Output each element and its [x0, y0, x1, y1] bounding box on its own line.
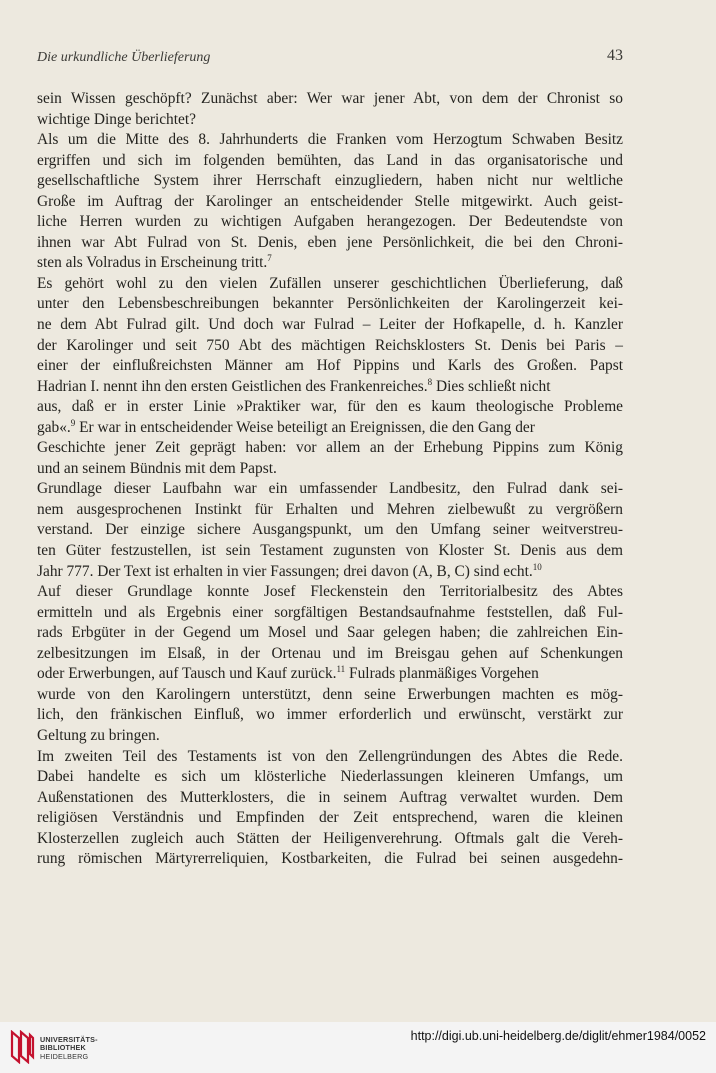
running-head	[37, 47, 623, 66]
text-line	[37, 171, 623, 192]
line-text: Jahr 777. Der Text ist erhalten in vier Fassungen; drei davon (A, B, C) sind echt.	[37, 562, 533, 580]
line-text: Im zweiten Teil des Testaments ist von den Zellengründungen des Abtes die Rede.	[37, 747, 623, 765]
text-line	[37, 212, 623, 233]
line-text-continued: Fulrads planmäßiges Vorgehen	[345, 665, 539, 683]
footnote-marker[interactable]: 10	[532, 561, 542, 572]
line-text: nem ausgesprochenen Instinkt für Erhalten und Mehren zielbewußt zu vergrößern	[37, 500, 623, 518]
text-line	[37, 623, 623, 644]
line-text-continued: Er war in entscheidender Weise beteiligt an Ereignissen, die den Gang der	[75, 418, 535, 436]
line-text: Große im Auftrag der Karolinger an entscheidender Stelle mitgewirkt. Auch geist-	[37, 192, 623, 210]
line-text: Hadrian I. nennt ihn den ersten Geistlichen des Frankenreiches.	[37, 377, 428, 395]
line-text: sten als Volradus in Erscheinung tritt.	[37, 254, 268, 272]
line-text: ihnen war Abt Fulrad von St. Denis, eben jene Persönlichkeit, die bei den Chroni-	[37, 233, 623, 251]
text-line	[37, 747, 623, 768]
line-text-continued: Dies schließt nicht	[432, 377, 551, 395]
line-text: rung römischen Märtyrerreliquien, Kostbarkeiten, die Fulrad bei seinen ausgedehn-	[37, 850, 623, 868]
text-line	[37, 233, 623, 254]
text-line	[37, 192, 623, 213]
text-line	[37, 397, 623, 418]
line-text: ergriffen und sich im folgenden bemühten, das Land in das organisatorische und	[37, 151, 623, 169]
text-line	[37, 767, 623, 788]
line-text: Es gehört wohl zu den vielen Zufällen unserer geschichtlichen Überlieferung, daß	[37, 274, 623, 292]
footnote-marker[interactable]: 7	[267, 253, 272, 264]
page-number: 43	[607, 47, 623, 64]
line-text: ne dem Abt Fulrad gilt. Und doch war Fulrad – Leiter der Hofkapelle, d. h. Kanzler	[37, 316, 623, 334]
library-name-line2: BIBLIOTHEK	[40, 1043, 86, 1053]
text-line	[37, 726, 623, 747]
text-line	[37, 829, 623, 850]
text-line	[37, 562, 623, 583]
text-line	[37, 603, 623, 624]
line-text: lich, den fränkischen Einfluß, wo immer erforderlich und erwünscht, verstärkt zur	[37, 706, 623, 724]
line-text: gesellschaftliche System ihrer Herrschaft einzugliedern, haben nicht nur weltliche	[37, 172, 623, 190]
heidelberg-library-logo-icon[interactable]	[9, 1030, 35, 1064]
line-text: zelbesitzungen im Elsaß, in der Ortenau und im Breisgau gehen auf Schenkungen	[37, 644, 623, 662]
line-text: der Karolinger und seit 750 Abt des mächtigen Reichsklosters St. Denis bei Paris –	[37, 336, 623, 354]
line-text: sein Wissen geschöpft? Zunächst aber: Wer war jener Abt, von dem der Chronist so	[37, 90, 623, 107]
line-text: liche Herren wurden zu wichtigen Aufgaben herangezogen. Der Bedeutendste von	[37, 213, 623, 231]
text-line	[37, 582, 623, 603]
text-line	[37, 89, 623, 110]
text-line	[37, 294, 623, 315]
text-line	[37, 377, 623, 398]
line-text: Dabei handelte es sich um klösterliche Niederlassungen kleineren Umfangs, um	[37, 768, 623, 786]
text-line	[37, 664, 623, 685]
library-name	[40, 1036, 98, 1061]
line-text: Grundlage dieser Laufbahn war ein umfassender Landbesitz, den Fulrad dank sei-	[37, 480, 623, 498]
text-line	[37, 705, 623, 726]
paragraph	[37, 130, 623, 274]
line-text: aus, daß er in erster Linie »Praktiker war, für den es kaum theologische Probleme	[37, 398, 623, 416]
text-line	[37, 151, 623, 172]
paragraph	[37, 747, 623, 870]
line-text: rads Erbgüter in der Gegend um Mosel und Saar gelegen haben; die zahlreichen Ein-	[37, 624, 623, 642]
line-text: unter den Lebensbeschreibungen bekannter Persönlichkeiten der Karolingerzeit kei-	[37, 295, 623, 313]
running-title: Die urkundliche Überlieferung	[37, 50, 211, 65]
text-line	[37, 685, 623, 706]
footnote-marker[interactable]: 11	[336, 664, 346, 675]
footnote-marker[interactable]: 8	[427, 376, 433, 387]
text-line	[37, 520, 623, 541]
line-text: ten Güter festzustellen, ist sein Testament zugunsten von Kloster St. Denis aus dem	[37, 542, 623, 560]
library-name-line1: UNIVERSITÄTS-	[40, 1035, 98, 1044]
text-line	[37, 788, 623, 809]
text-line	[37, 274, 623, 295]
paragraph	[37, 274, 623, 479]
text-line	[37, 541, 623, 562]
paragraph	[37, 89, 623, 130]
text-line	[37, 315, 623, 336]
line-text: religiösen Verständnis und Empfinden der Zeit entsprechend, waren die kleinen	[37, 809, 623, 827]
line-text: Geschichte jener Zeit geprägt haben: vor allem an der Erhebung Pippins zum König	[37, 439, 623, 457]
paragraph	[37, 479, 623, 746]
line-text: und an seinem Bündnis mit dem Papst.	[37, 459, 277, 477]
line-text: Als um die Mitte des 8. Jahrhunderts die Franken vom Herzogtum Schwaben Besitz	[37, 131, 623, 149]
line-text: einer der einflußreichsten Männer am Hof Pippins und Karls des Großen. Papst	[37, 357, 623, 375]
text-line	[37, 356, 623, 377]
text-line	[37, 438, 623, 459]
text-line	[37, 253, 623, 274]
line-text: verstand. Der einzige sichere Ausgangspunkt, um den Umfang seiner weitverstreu-	[37, 521, 623, 539]
text-line	[37, 644, 623, 665]
line-text: Geltung zu bringen.	[37, 726, 160, 744]
viewer-footer	[0, 1022, 716, 1073]
library-name-line3: HEIDELBERG	[40, 1051, 89, 1061]
line-text: Außenstationen des Mutterklosters, die in seinem Auftrag verwaltet wurden. Dem	[37, 788, 623, 806]
text-line	[37, 479, 623, 500]
text-line	[37, 336, 623, 357]
text-line	[37, 849, 623, 870]
text-line	[37, 130, 623, 151]
line-text: Klosterzellen zugleich auch Stätten der Heiligenverehrung. Oftmals galt die Vereh-	[37, 829, 623, 847]
line-text: ermitteln und als Ergebnis einer sorgfältigen Bestandsaufnahme feststellen, daß Ful-	[37, 603, 623, 621]
line-text: gab«.	[37, 418, 71, 436]
text-line	[37, 110, 623, 131]
line-text: wichtige Dinge berichtet?	[37, 110, 196, 128]
text-line	[37, 500, 623, 521]
text-line	[37, 459, 623, 480]
line-text: wurde von den Karolingern unterstützt, denn seine Erwerbungen machten es mög-	[37, 685, 623, 703]
footnote-marker[interactable]: 9	[70, 417, 76, 428]
text-line	[37, 808, 623, 829]
text-line	[37, 418, 623, 439]
line-text: oder Erwerbungen, auf Tausch und Kauf zurück.	[37, 665, 337, 683]
line-text: Auf dieser Grundlage konnte Josef Fleckenstein den Territorialbesitz des Abtes	[37, 583, 623, 601]
body-text	[37, 89, 623, 870]
permalink-url[interactable]: http://digi.ub.uni-heidelberg.de/diglit/ehmer1984/0052	[410, 1029, 706, 1043]
